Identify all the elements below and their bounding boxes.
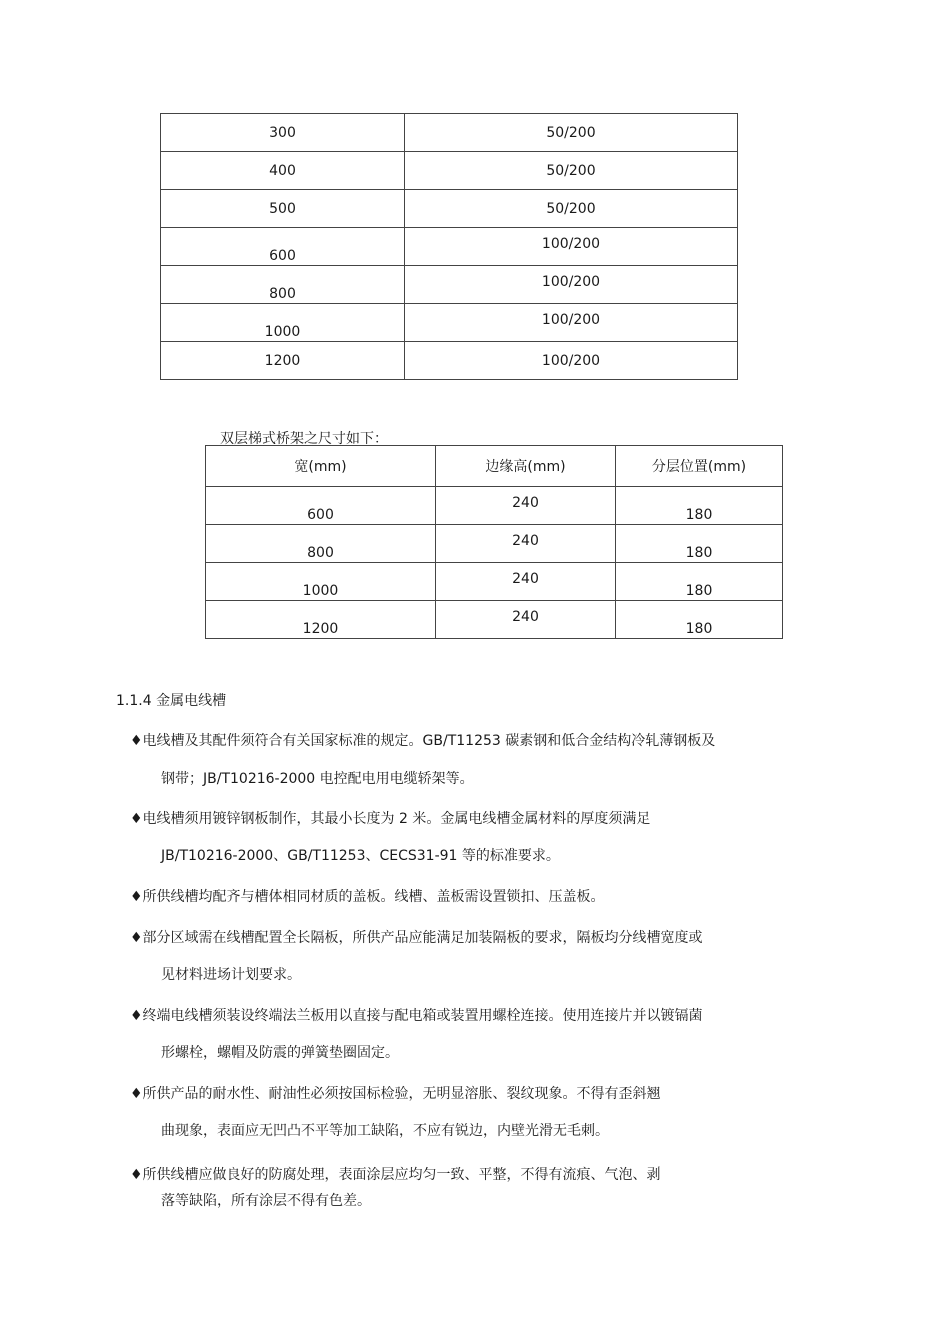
table-cell: 800 [161,266,405,304]
table-cell: 100/200 [405,342,738,380]
bullet-paragraph-line1: ♦所供产品的耐水性、耐油性必须按国标检验，无明显溶胀、裂纹现象。不得有歪斜翘 [130,1086,661,1102]
table-cell: 50/200 [405,190,738,228]
table-cell: 1200 [206,601,436,639]
table-cell: 100/200 [405,266,738,304]
table-cell: 100/200 [405,304,738,342]
table-cell: 600 [161,228,405,266]
table-row [206,601,783,639]
table-cell: 400 [161,152,405,190]
bullet-paragraph-line2: 见材料进场计划要求。 [161,967,301,983]
bullet-paragraph-line2: JB/T10216-2000、GB/T11253、CECS31-91 等的标准要求。 [161,848,560,864]
bullet-paragraph-line2: 落等缺陷，所有涂层不得有色差。 [161,1193,371,1209]
table-header-row [206,446,783,487]
bullet-paragraph-line1: ♦所供线槽应做良好的防腐处理，表面涂层应均匀一致、平整，不得有流痕、气泡、剥 [130,1167,661,1183]
table-cell: 1200 [161,342,405,380]
table-row [161,228,738,266]
table-caption: 双层梯式桥架之尺寸如下： [220,431,388,447]
table-cell: 1000 [161,304,405,342]
table-cell: 100/200 [405,228,738,266]
table-row [161,342,738,380]
table-cell: 180 [616,487,783,525]
bullet-paragraph-line2: 钢带；JB/T10216-2000 电控配电用电缆轿架等。 [161,771,474,787]
bullet-paragraph-line1: ♦部分区域需在线槽配置全长隔板，所供产品应能满足加装隔板的要求，隔板均分线槽宽度或 [130,930,703,946]
table-row [206,525,783,563]
table-cell: 50/200 [405,152,738,190]
table-cell: 500 [161,190,405,228]
table-double-layer [205,445,783,639]
table-cell: 800 [206,525,436,563]
bullet-paragraph-line2: 曲现象，表面应无凹凸不平等加工缺陷，不应有锐边，内壁光滑无毛刺。 [161,1123,609,1139]
bullet-paragraph-line1: ♦终端电线槽须装设终端法兰板用以直接与配电箱或装置用螺栓连接。使用连接片并以镀镉菌 [130,1008,703,1024]
table-cell: 1000 [206,563,436,601]
table-cell: 240 [436,563,616,601]
table-cell: 50/200 [405,114,738,152]
column-header-layer-position: 分层位置(mm) [616,446,783,487]
table-row [161,190,738,228]
table-row [161,114,738,152]
table-cell: 240 [436,525,616,563]
table-row [206,563,783,601]
table-cell: 600 [206,487,436,525]
bullet-paragraph-line1: ♦所供线槽均配齐与槽体相同材质的盖板。线槽、盖板需设置锁扣、压盖板。 [130,889,605,905]
table-row [161,266,738,304]
column-header-edge-height: 边缘高(mm) [436,446,616,487]
bullet-paragraph-line1: ♦电线槽须用镀锌钢板制作，其最小长度为 2 米。金属电线槽金属材料的厚度须满足 [130,811,651,827]
table-cell: 240 [436,601,616,639]
table-cell: 240 [436,487,616,525]
table-row [161,152,738,190]
table-cell: 180 [616,601,783,639]
table-row [161,304,738,342]
bullet-paragraph-line1: ♦电线槽及其配件须符合有关国家标准的规定。GB/T11253 碳素钢和低合金结构冷轧薄钢板及 [130,733,716,749]
table-cell: 300 [161,114,405,152]
table-row [206,487,783,525]
section-heading: 1.1.4 金属电线槽 [116,693,227,709]
column-header-width: 宽(mm) [206,446,436,487]
table-cell: 180 [616,563,783,601]
table-single-layer [160,113,738,380]
table-cell: 180 [616,525,783,563]
bullet-paragraph-line2: 形螺栓，螺帽及防震的弹簧垫圈固定。 [161,1045,399,1061]
